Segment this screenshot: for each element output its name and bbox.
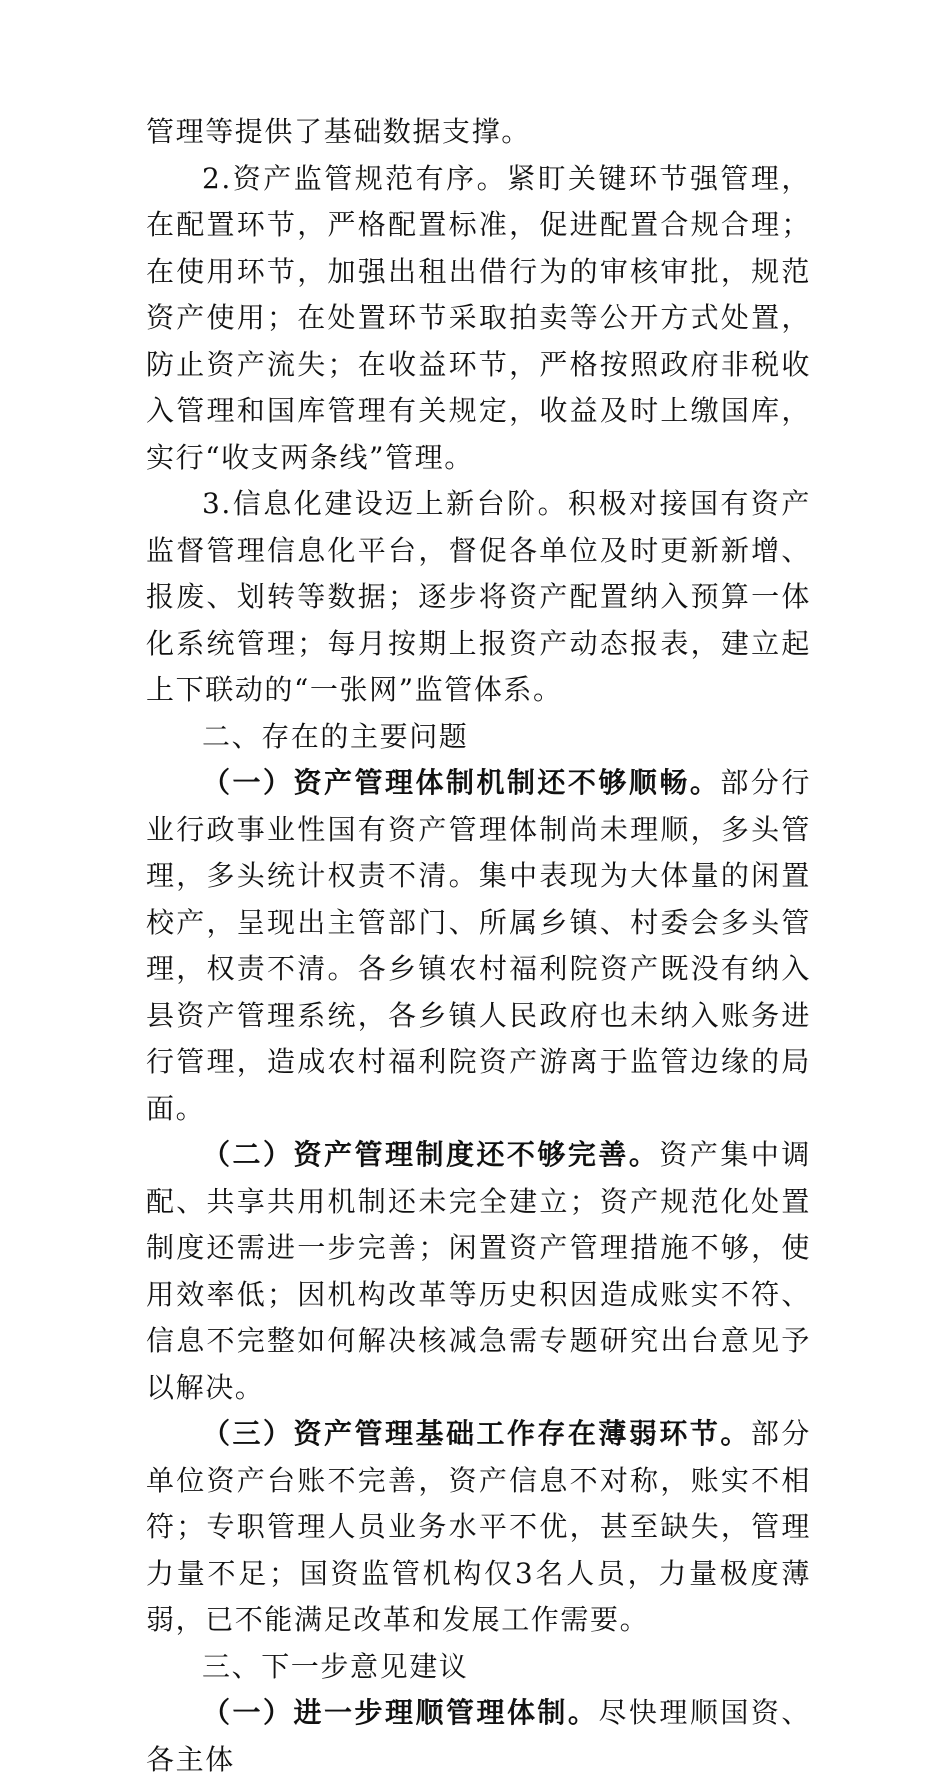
section-heading-main-problems: 二、存在的主要问题 [202,719,469,753]
paragraph-lead-suggestion-1: （一）进一步理顺管理体制。 [202,1696,599,1729]
paragraph-asset-supervision: 2.资产监管规范有序。紧盯关键环节强管理，在配置环节，严格配置标准，促进配置合规合理；在使用环节，加强出租出借行为的审核审批，规范资产使用；在处置环节采取拍卖等公开方式处置，防止资产流失；在收益环节，严格按照政府非税收入管理和国库管理有关规定，收益及时上缴国库，实行“收支两条线”管理。 [146,161,811,474]
document-body [146,109,811,1783]
paragraph-problem-2 [146,1132,811,1411]
paragraph-lead-problem-2: （二）资产管理制度还不够完善。 [202,1138,660,1171]
paragraph-text-problem-3: 部分单位资产台账不完善，资产信息不对称，账实不相符；专职管理人员业务水平不优，甚至缺失，管理力量不足；国资监管机构仅3名人员，力量极度薄弱，已不能满足改革和发展工作需要。 [146,1417,812,1636]
paragraph-problem-3 [146,1411,811,1644]
paragraph-text-suggestion-1: 尽快理顺国资、各主体 [146,1696,812,1776]
paragraph-text-problem-2: 资产集中调配、共享共用机制还未完全建立；资产规范化处置制度还需进一步完善；闲置资产管理措施不够，使用效率低；因机构改革等历史积因造成账实不符、信息不完整如何解决核减急需专题研究出台意见予以解决。 [146,1138,811,1404]
paragraph-lead-problem-1: （一）资产管理体制机制还不够顺畅。 [202,766,721,799]
paragraph-continuation: 管理等提供了基础数据支撑。 [146,115,531,148]
section-heading-next-steps: 三、下一步意见建议 [202,1649,469,1683]
paragraph-lead-problem-3: （三）资产管理基础工作存在薄弱环节。 [202,1417,751,1450]
paragraph-suggestion-1 [146,1690,811,1783]
paragraph-text-problem-1: 部分行业行政事业性国有资产管理体制尚未理顺，多头管理，多头统计权责不清。集中表现为大体量的闲置校产，呈现出主管部门、所属乡镇、村委会多头管理，权责不清。各乡镇农村福利院资产既没有纳入县资产管理系统，各乡镇人民政府也未纳入账务进行管理，造成农村福利院资产游离于监管边缘的局面。 [146,766,811,1125]
paragraph-problem-1 [146,760,811,1132]
paragraph-informatization: 3.信息化建设迈上新台阶。积极对接国有资产监督管理信息化平台，督促各单位及时更新新增、报废、划转等数据；逐步将资产配置纳入预算一体化系统管理；每月按期上报资产动态报表，建立起上下联动的“一张网”监管体系。 [146,487,811,706]
